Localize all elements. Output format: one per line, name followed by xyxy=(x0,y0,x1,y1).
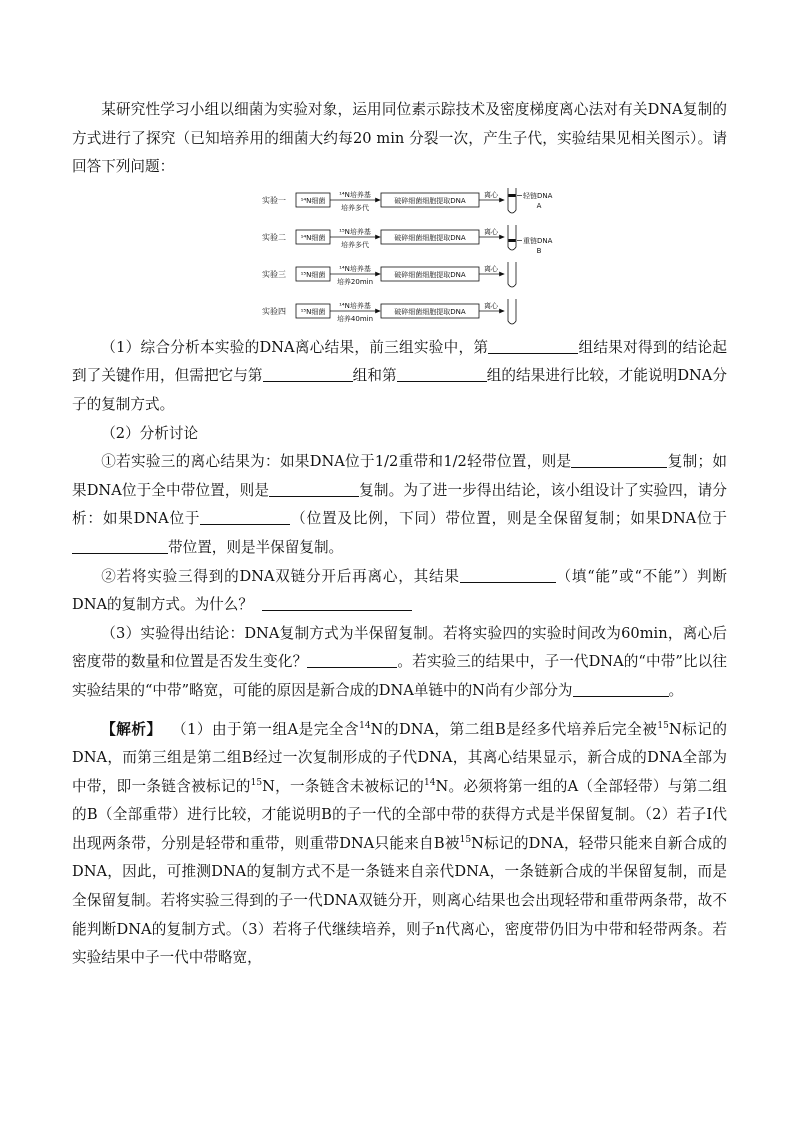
answer-blank-q2-5[interactable] xyxy=(460,566,556,583)
question-2-1 xyxy=(72,448,727,562)
answer-blank-q3-2[interactable] xyxy=(573,680,669,697)
analysis-text-5: N。必须将第一组的A（全部轻带）与第二组的B（全部重带）进行比较，才能说明B的子一代的全部中带的获得方式是半保留复制。（2）若子Ⅰ代出现两条带，分别是轻带和重带，则重带DNA只能来自B被 xyxy=(72,777,727,852)
analysis-label: 【解析】 xyxy=(101,720,162,738)
test-tube-2 xyxy=(508,225,516,250)
q3-text-c: 。 xyxy=(668,681,684,699)
extract-label-2: 破碎细菌细胞提取DNA xyxy=(394,233,466,242)
q1-text-a: （1）综合分析本实验的DNA离心结果，前三组实验中，第 xyxy=(101,338,489,356)
answer-blank-q2-1[interactable] xyxy=(571,451,667,468)
medium-top-label-2: ¹⁵N培养基 xyxy=(339,227,371,236)
intro-paragraph: 某研究性学习小组以细菌为实验对象，运用同位素示踪技术及密度梯度离心法对有关DNA复制的方式进行了探究（已知培养用的细菌大约每20 min 分裂一次，产生子代，实验结果见相关图示）。请回答下列问题： xyxy=(72,101,727,176)
test-tube-4 xyxy=(508,299,516,324)
extract-label-4: 破碎细菌细胞提取DNA xyxy=(394,307,466,316)
q2-2-text-a: ②若将实验三得到的DNA双链分开后再离心，其结果 xyxy=(101,567,460,585)
question-2-title: （2）分析讨论 xyxy=(101,424,199,442)
result-label-2: 重链DNA xyxy=(523,236,553,245)
medium-top-label-4: ¹⁴N培养基 xyxy=(339,301,371,310)
superscript-15: 15 xyxy=(459,835,472,846)
experiment-label-2: 实验二 xyxy=(262,232,286,242)
question-1 xyxy=(72,334,727,420)
result-code-1: A xyxy=(536,201,542,210)
question-2-2 xyxy=(72,563,727,620)
experiment-flow-svg xyxy=(72,182,727,334)
answer-blank-q3-1[interactable] xyxy=(307,651,397,668)
medium-top-label-1: ¹⁴N培养基 xyxy=(339,190,371,199)
q1-text-b: 组结果对得到的结论起到了关键作用，但需把它与第 xyxy=(72,338,727,385)
analysis-text-4: N，一条链含未被标记的 xyxy=(262,777,424,795)
answer-blank-q2-3[interactable] xyxy=(200,508,290,525)
answer-blank-q2-6[interactable] xyxy=(262,594,412,611)
centrifuge-label-4: 离心 xyxy=(484,301,498,310)
q2-2-text-b: （填“能”或“不能”）判断DNA的复制方式。为什么？ xyxy=(72,567,727,614)
analysis-text-3: N标记的DNA，而第三组是第二组B经过一次复制形成的子代DNA，其离心结果显示，新合成的DNA全部为中带，即一条链含被标记的 xyxy=(72,720,727,795)
dna-band-heavy xyxy=(509,239,516,242)
q2-1-text-e: 带位置，则是半保留复制。 xyxy=(168,538,344,556)
test-tube-3 xyxy=(508,262,516,287)
result-code-2: B xyxy=(536,246,542,255)
analysis-paragraph xyxy=(72,716,727,973)
q3-text-b: 。若实验三的结果中，子一代DNA的“中带”比以往实验结果的“中带”略宽，可能的原因是新合成的DNA单链中的N尚有少部分为 xyxy=(72,653,727,699)
superscript-15: 15 xyxy=(657,720,669,731)
analysis-text-1: （1）由于第一组A是完全含 xyxy=(171,720,360,738)
q2-1-text-a: ①若实验三的离心结果为：如果DNA位于1/2重带和1/2轻带位置，则是 xyxy=(101,453,572,471)
centrifuge-label-2: 离心 xyxy=(484,227,498,236)
dna-band-light xyxy=(509,194,516,197)
medium-top-label-3: ¹⁴N培养基 xyxy=(339,264,371,273)
test-tube-1 xyxy=(508,188,516,213)
extract-label-3: 破碎细菌细胞提取DNA xyxy=(394,270,466,279)
centrifuge-label-3: 离心 xyxy=(484,264,498,273)
answer-blank-q2-2[interactable] xyxy=(269,480,359,497)
result-label-1: 轻链DNA xyxy=(523,191,553,200)
bacteria-label-1: ¹⁴N细菌 xyxy=(300,196,326,205)
medium-bottom-label-2: 培养多代 xyxy=(341,240,369,249)
superscript-14: 14 xyxy=(359,720,371,731)
medium-bottom-label-1: 培养多代 xyxy=(341,203,369,212)
analysis-text-6: N标记的DNA，轻带只能来自新合成的DNA，因此，可推测DNA的复制方式不是一条链来自亲代DNA，一条链新合成的半保留复制，而是全保留复制。若将实验三得到的子一代DNA双链分开，则离心结果也会出现轻带和重带两条带，故不能判断DNA的复制方式。（3）若将子代继续培养，则子n代离心，密度带仍旧为中带和轻带两条。若实验结果中子一代中带略宽， xyxy=(72,834,727,967)
q2-1-text-c: 复制。为了进一步得出结论，该小组设计了实验四，请分析：如果DNA位于 xyxy=(72,481,727,528)
centrifuge-label-1: 离心 xyxy=(484,190,498,199)
superscript-15: 15 xyxy=(250,777,263,788)
experiment-label-1: 实验一 xyxy=(262,195,286,205)
answer-blank-q1-2[interactable] xyxy=(263,365,353,382)
document-page xyxy=(72,96,727,973)
experiment-label-4: 实验四 xyxy=(262,306,286,316)
experiment-label-3: 实验三 xyxy=(262,269,286,279)
medium-bottom-label-4: 培养40min xyxy=(336,314,374,323)
medium-bottom-label-3: 培养20min xyxy=(336,277,374,286)
extract-label-1: 破碎细菌细胞提取DNA xyxy=(394,196,466,205)
question-3 xyxy=(72,620,727,706)
analysis-text-2: N的DNA，第二组B是经多代培养后完全被 xyxy=(370,720,658,738)
q1-text-c: 组和第 xyxy=(352,367,397,385)
bacteria-label-3: ¹⁵N细菌 xyxy=(300,270,326,279)
q2-1-text-d: （位置及比例，下同）带位置，则是全保留复制；如果DNA位于 xyxy=(290,510,728,528)
answer-blank-q1-3[interactable] xyxy=(397,365,487,382)
experiment-diagram xyxy=(72,182,727,334)
q3-text-a: （3）实验得出结论：DNA复制方式为半保留复制。若将实验四的实验时间改为60min，离心后密度带的数量和位置是否发生变化？ xyxy=(72,624,727,671)
superscript-14: 14 xyxy=(424,777,436,788)
bacteria-label-2: ¹⁴N细菌 xyxy=(300,233,326,242)
q1-text-d: 组的结果进行比较，才能说明DNA分子的复制方式。 xyxy=(72,367,727,413)
bacteria-label-4: ¹⁵N细菌 xyxy=(300,307,326,316)
answer-blank-q1-1[interactable] xyxy=(488,337,578,354)
q2-1-text-b: 复制；如果DNA位于全中带位置，则是 xyxy=(72,453,727,499)
answer-blank-q2-4[interactable] xyxy=(72,537,168,554)
